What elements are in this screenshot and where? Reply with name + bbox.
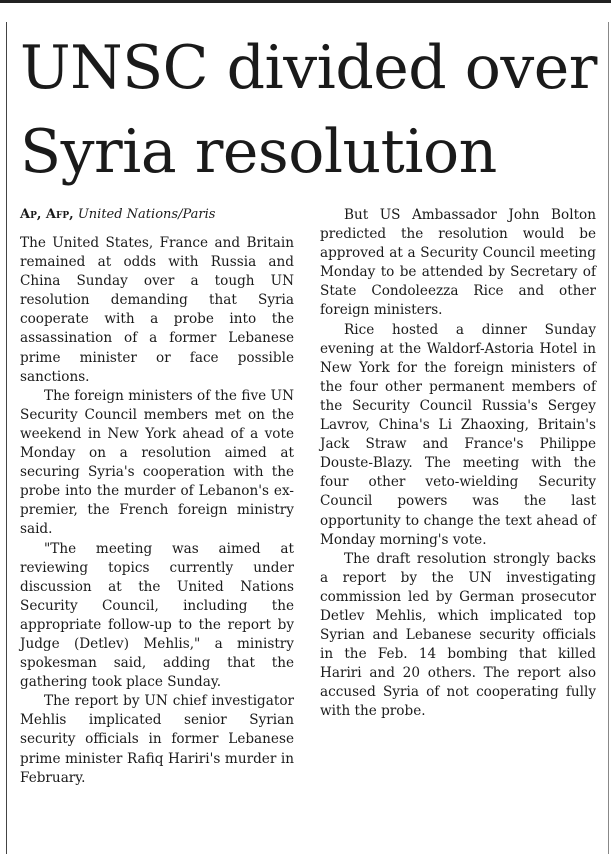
article-paragraph: The draft resolution strongly backs a report by the UN investigating commission led by German prosecutor Detlev Mehlis, which implicated top Syrian and Lebanese security officials in the Feb. 14 bombing that killed Hariri and 20 others. The report also accused Syria of not cooperating fully with the probe. xyxy=(320,550,596,720)
left-column-rule xyxy=(6,22,7,854)
article-column-left xyxy=(20,206,294,788)
right-edge-rule xyxy=(608,22,609,854)
article-paragraph: "The meeting was aimed at reviewing topics currently under discussion at the United Nations Security Council, including the appropriate follow-up to the report by Judge (Detlev) Mehlis," a ministry spokesman said, adding that the gathering took place Sunday. xyxy=(20,540,294,691)
article-paragraph: The report by UN chief investigator Mehlis implicated senior Syrian security officials in former Lebanese prime minister Rafiq Hariri's murder in February. xyxy=(20,693,294,786)
top-border-rule xyxy=(0,0,611,3)
byline xyxy=(20,206,294,223)
article-paragraph: The United States, France and Britain remained at odds with Russia and China Sunday over a tough UN resolution demanding that Syria cooperate with a probe into the assassination of a former Lebanese prime minister or face possible sanctions. xyxy=(20,235,294,385)
article-paragraph: Rice hosted a dinner Sunday evening at the Waldorf-Astoria Hotel in New York for the foreign ministers of the four other permanent members of the Security Council Russia's Sergey Lavrov, China's Li Zhaoxing, Britain's Jack Straw and France's Philippe Douste-Blazy. The meeting with the four other veto-wielding Security Council powers was the last opportunity to change the text ahead of Monday morning's vote. xyxy=(320,321,596,548)
article-column-right xyxy=(320,206,596,722)
byline-agencies: Ap, Afp, xyxy=(20,207,74,222)
headline: UNSC divided over Syria resolution xyxy=(20,33,597,187)
article-paragraph: The foreign ministers of the five UN Security Council members met on the weekend in New York ahead of a vote Monday on a resolution aimed at securing Syria's cooperation with the probe into the murder of Lebanon's ex-premier, the French foreign ministry said. xyxy=(20,387,294,538)
byline-place: United Nations/Paris xyxy=(77,207,216,222)
article-paragraph: But US Ambassador John Bolton predicted the resolution would be approved at a Security Council meeting Monday to be attended by Secretary of State Condoleezza Rice and other foreign ministers. xyxy=(320,207,596,319)
